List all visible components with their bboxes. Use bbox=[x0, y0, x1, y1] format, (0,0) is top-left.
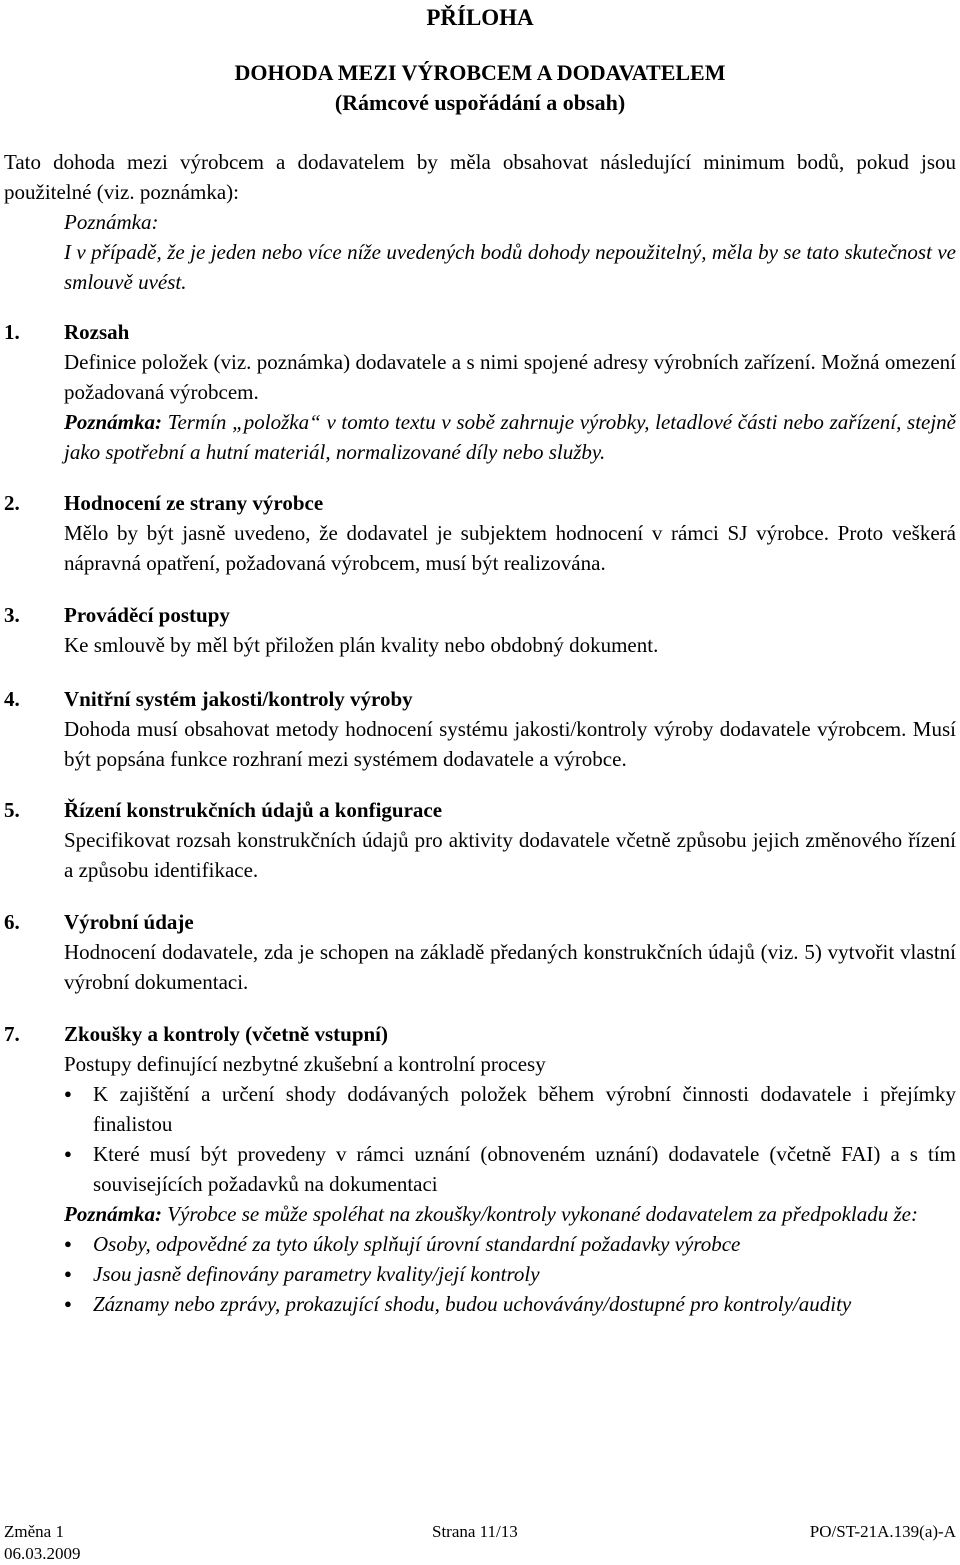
section-number: 3. bbox=[4, 603, 20, 627]
section-number: 4. bbox=[4, 687, 20, 711]
section-4 bbox=[4, 684, 956, 774]
section-number: 1. bbox=[4, 320, 20, 344]
section-heading bbox=[4, 488, 956, 518]
section-6 bbox=[4, 907, 956, 997]
section-1 bbox=[4, 317, 956, 467]
list-item: ● K zajištění a určení shody dodávaných položek během výrobní činnosti dodavatele i přejímky finalistou bbox=[64, 1079, 956, 1139]
intro-note-text: I v případě, že je jeden nebo více níže uvedených bodů dohody nepoužitelný, měla by se tato skutečnost ve smlouvě uvést. bbox=[64, 240, 956, 294]
section-number: 2. bbox=[4, 491, 20, 515]
section-heading bbox=[4, 600, 956, 630]
section-number: 7. bbox=[4, 1022, 20, 1046]
section-3 bbox=[4, 600, 956, 660]
section-title: Řízení konstrukčních údajů a konfigurace bbox=[64, 798, 443, 822]
footer-left bbox=[4, 1521, 81, 1565]
section-body: Mělo by být jasně uvedeno, že dodavatel je subjektem hodnocení v rámci SJ výrobce. Proto veškerá nápravná opatření, požadovaná výrobcem, musí být realizována. bbox=[64, 521, 956, 575]
note-label: Poznámka: bbox=[64, 1202, 163, 1226]
section-note bbox=[64, 407, 956, 467]
intro-note-label: Poznámka: bbox=[64, 210, 159, 234]
note-text: Termín „položka“ v tomto textu v sobě zahrnuje výrobky, letadlové části nebo zařízení, stejně jako spotřební a hutní materiál, normalizované díly nebo služby. bbox=[64, 410, 957, 464]
list-item: ● Které musí být provedeny v rámci uznání (obnoveném uznání) dodavatele (včetně FAI) a s tím souvisejících požadavků na dokumentaci bbox=[64, 1139, 956, 1199]
section-number: 5. bbox=[4, 798, 20, 822]
section-body: Definice položek (viz. poznámka) dodavatele a s nimi spojené adresy výrobních zařízení. Možná omezení požadovaná výrobcem. bbox=[64, 350, 956, 404]
section-body: Specifikovat rozsah konstrukčních údajů pro aktivity dodavatele včetně způsobu jejich změnového řízení a způsobu identifikace. bbox=[64, 828, 956, 882]
subtitle-line-2: (Rámcové uspořádání a obsah) bbox=[334, 90, 626, 115]
section-5 bbox=[4, 795, 956, 885]
section-title: Výrobní údaje bbox=[64, 910, 194, 934]
section-title: Zkoušky a kontroly (včetně vstupní) bbox=[64, 1022, 389, 1046]
section-note bbox=[64, 1199, 956, 1229]
section-heading bbox=[4, 1019, 956, 1049]
list-item: ● Jsou jasně definovány parametry kvality/její kontroly bbox=[64, 1259, 956, 1289]
intro-note bbox=[4, 207, 956, 297]
change-number: Změna 1 bbox=[4, 1522, 64, 1541]
section-title: Vnitřní systém jakosti/kontroly výroby bbox=[64, 687, 413, 711]
list-item: ● Osoby, odpovědné za tyto úkoly splňují úrovní standardní požadavky výrobce bbox=[64, 1229, 956, 1259]
section-heading bbox=[4, 795, 956, 825]
subtitle-line-1: DOHODA MEZI VÝROBCEM A DODAVATELEM bbox=[234, 60, 726, 85]
footer-date: 06.03.2009 bbox=[4, 1544, 81, 1563]
section-body: Postupy definující nezbytné zkušební a kontrolní procesy bbox=[64, 1052, 546, 1076]
list-item: ● Záznamy nebo zprávy, prokazující shodu, budou uchovávány/dostupné pro kontroly/audity bbox=[64, 1289, 956, 1319]
section-heading bbox=[4, 907, 956, 937]
document-code: PO/ST-21A.139(a)-A bbox=[809, 1522, 956, 1541]
section-title: Rozsah bbox=[64, 320, 130, 344]
section-2 bbox=[4, 488, 956, 578]
note-label: Poznámka: bbox=[64, 410, 163, 434]
bullet-list bbox=[64, 1079, 956, 1199]
intro bbox=[4, 147, 956, 297]
section-7 bbox=[4, 1019, 956, 1319]
section-title: Hodnocení ze strany výrobce bbox=[64, 491, 324, 515]
section-body: Hodnocení dodavatele, zda je schopen na základě předaných konstrukčních údajů (viz. 5) vytvořit vlastní výrobní dokumentaci. bbox=[64, 940, 956, 994]
section-heading bbox=[4, 317, 956, 347]
intro-text: Tato dohoda mezi výrobcem a dodavatelem by měla obsahovat následující minimum bodů, pokud jsou použitelné (viz. poznámka): bbox=[4, 150, 956, 204]
section-heading bbox=[4, 684, 956, 714]
section-body: Dohoda musí obsahovat metody hodnocení systému jakosti/kontroly výroby dodavatele výrobcem. Musí být popsána funkce rozhraní mezi systémem dodavatele a výrobce. bbox=[64, 717, 956, 771]
note-bullet-list bbox=[64, 1229, 956, 1319]
section-number: 6. bbox=[4, 910, 20, 934]
page-number: Strana 11/13 bbox=[432, 1522, 518, 1541]
section-body: Ke smlouvě by měl být přiložen plán kvality nebo obdobný dokument. bbox=[64, 633, 659, 657]
section-title: Prováděcí postupy bbox=[64, 603, 230, 627]
page-title: PŘÍLOHA bbox=[426, 5, 534, 30]
note-text: Výrobce se může spoléhat na zkoušky/kontroly vykonané dodavatelem za předpokladu že: bbox=[167, 1202, 918, 1226]
document-subtitle bbox=[0, 58, 960, 118]
